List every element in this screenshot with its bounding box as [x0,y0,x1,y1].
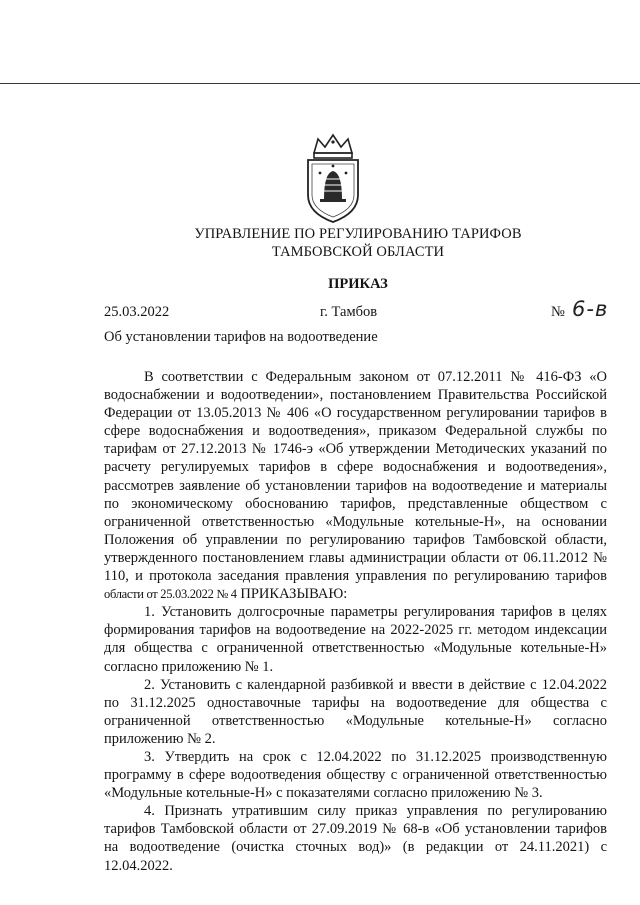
document-number-label: № [551,304,565,320]
organization-name-line1: УПРАВЛЕНИЕ ПО РЕГУЛИРОВАНИЮ ТАРИФОВ [194,226,522,242]
preamble-protocol-ref: области от 25.03.2022 № 4 [104,587,237,602]
document-number-handwritten: 6-в [572,297,609,321]
organization-name-line2: ТАМБОВСКОЙ ОБЛАСТИ [271,244,445,260]
order-item-4: 4. Признать утратившим силу приказ управления по регулированию тарифов Тамбовской области от 27.09.2019 № 68-в «Об установлении тарифов на водоотведение (очистка сточных вод)» (в редакции от 24.11.2021) с 12.04.2022. [104,803,607,874]
document-body [104,368,607,875]
preamble-order-word: ПРИКАЗЫВАЮ: [236,586,348,603]
document-subject: Об установлении тарифов на водоотведение [104,329,378,345]
document-title: ПРИКАЗ [328,276,388,292]
order-item-1: 1. Установить долгосрочные параметры регулирования тарифов в целях формирования тарифов на водоотведение на 2022-2025 гг. методом индексации для общества с ограниченной ответственностью «Модульные котельные-Н» согласно приложению № 1. [104,604,607,675]
document-date: 25.03.2022 [104,304,170,320]
top-rule [0,83,640,84]
tambov-coat-of-arms-icon [300,133,366,225]
preamble-main: В соответствии с Федеральным законом от 07.12.2011 № 416-ФЗ «О водоснабжении и водоотведении», постановлением Правительства Российской Федерации от 13.05.2013 № 406 «О государственном регулировании тарифов в сфере водоснабжения и водоотведения», приказом Федеральной службы по тарифам от 27.12.2013 № 1746-э «Об утверждении Методических указаний по расчету регулируемых тарифов в сфере водоснабжения и водоотведения», рассмотрев заявление об установлении тарифов на водоотведение и материалы по экономическому обоснованию тарифов, представленные обществом с ограниченной ответственностью «Модульные котельные-Н», на основании Положения об управлении по регулированию тарифов Тамбовской области, утвержденного постановлением главы администрации области от 06.11.2012 № 110, и протокола заседания правления управления по регулированию тарифов [104,369,607,585]
preamble-paragraph [104,368,607,603]
document-city: г. Тамбов [320,304,378,320]
order-item-3: 3. Утвердить на срок с 12.04.2022 по 31.12.2025 производственную программу в сфере водоотведения обществу с ограниченной ответственностью «Модульные котельные-Н» с показателями согласно приложению № 3. [104,748,607,802]
order-item-2: 2. Установить с календарной разбивкой и ввести в действие с 12.04.2022 по 31.12.2025 одноставочные тарифы на водоотведение для общества с ограниченной ответственностью «Модульные котельные-Н» согласно приложению № 2. [104,676,607,747]
